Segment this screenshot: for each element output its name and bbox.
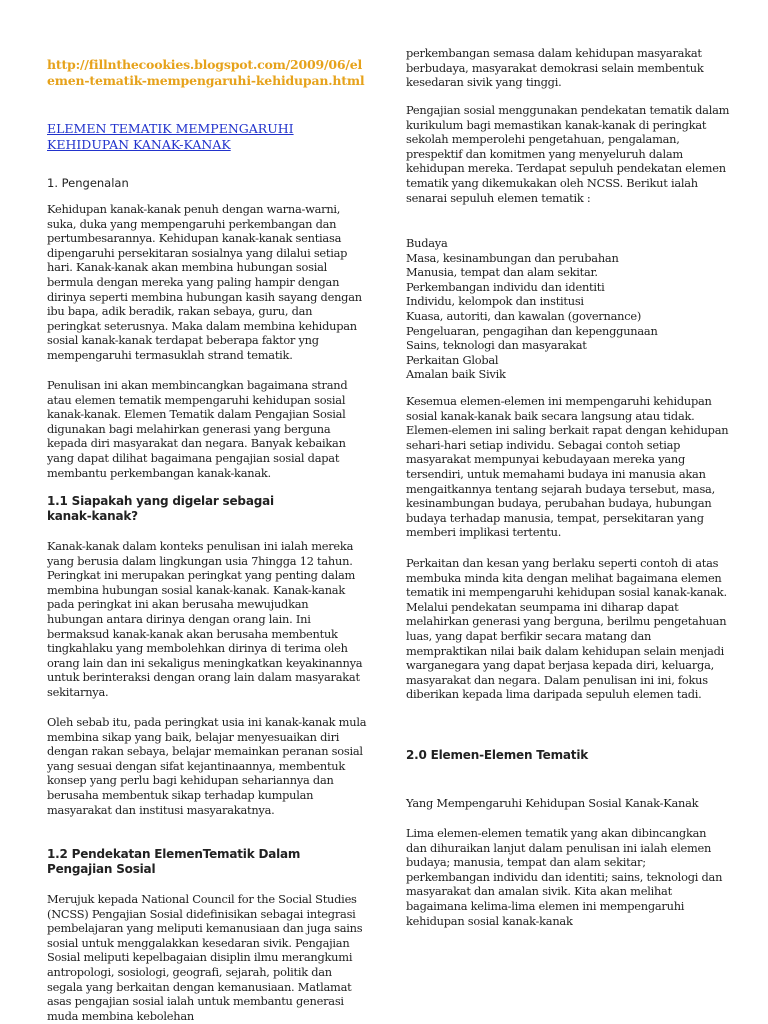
influence-paragraph: Kesemua elemen-elemen ini mempengaruhi kehidupan sosial kanak-kanak baik secara langsung atau tidak. Elemen-elemen ini saling berkait rapat dengan kehidupan sehari-hari setiap individu. Sebagai contoh setiap masyarakat mempunyai kebudayaan mereka yang tersendiri, untuk memahami budaya ini manusia akan mengaitkannya tentang sejarah budaya tersebut, masa, kesinambungan budaya, perubahan budaya, hubungan budaya terhadap manusia, tempat, persekitaran yang memberi implikasi tertentu. [406, 394, 729, 540]
list-item: Pengeluaran, pengagihan dan kepenggunaan [406, 323, 658, 338]
post-title-link[interactable]: ELEMEN TEMATIK MEMPENGARUHI KEHIDUPAN KANAK-KANAK [47, 121, 294, 152]
continued-paragraph: perkembangan semasa dalam kehidupan masyarakat berbudaya, masyarakat demokrasi selain membentuk kesedaran sivik yang tinggi. [406, 46, 704, 90]
list-item: Perkaitan Global [406, 352, 499, 367]
intro-paragraph-2: Penulisan ini akan membincangkan bagaimana strand atau elemen tematik mempengaruhi kehidupan sosial kanak-kanak. Elemen Tematik dalam Pengajian Sosial digunakan bagi melahirkan generasi yang berguna kepada diri masyarakat dan negara. Banyak kebaikan yang dapat dilihat bagaimana pengajian sosial dapat membantu perkembangan kanak-kanak. [47, 378, 348, 480]
relation-paragraph: Perkaitan dan kesan yang berlaku seperti contoh di atas membuka minda kita dengan melihat bagaimana elemen tematik ini mempengaruhi kehidupan sosial kanak-kanak. Melalui pendekatan seumpama ini diharap dapat melahirkan generasi yang berguna, berilmu pengetahuan luas, yang dapat berfikir secara matang dan mempraktikan nilai baik dalam kehidupan selain menjadi warganegara yang dapat berjasa kepada diri, keluarga, masyarakat dan negara. Dalam penulisan ini ini, fokus diberikan kepada lima daripada sepuluh elemen tadi. [406, 556, 727, 702]
paragraph-1-1-a: Kanak-kanak dalam konteks penulisan ini ialah mereka yang berusia dalam lingkungan usia 7hingga 12 tahun. Peringkat ini merupakan peringkat yang penting dalam membina hubungan sosial kanak-kanak. Kanak-kanak pada peringkat ini akan berusaha mewujudkan hubungan antara dirinya dengan orang lain. Ini bermaksud kanak-kanak akan berusaha membentuk tingkahlaku yang membolehkan dirinya di terima oleh orang lain dan ini sekaligus meningkatkan keyakinannya untuk berinteraksi dengan orang lain dalam masyarakat sekitarnya. [47, 539, 363, 699]
list-item: Masa, kesinambungan dan perubahan [406, 250, 619, 265]
heading-2-0: 2.0 Elemen-Elemen Tematik [406, 748, 589, 762]
thematic-elements-list [406, 236, 730, 382]
intro-paragraph-1: Kehidupan kanak-kanak penuh dengan warna-warni, suka, duka yang mempengaruhi perkembangan dan pertumbesarannya. Kehidupan kanak-kanak sentiasa dipengaruhi persekitaran sosialnya yang dilalui setiap hari. Kanak-kanak akan membina hubungan sosial bermula dengan mereka yang paling hampir dengan dirinya seperti membina hubungan kasih sayang dengan ibu bapa, adik beradik, rakan sebaya, guru, dan peringkat seterusnya. Maka dalam membina kehidupan sosial kanak-kanak terdapat beberapa faktor yng mempengaruhi termasuklah strand tematik. [47, 202, 362, 362]
paragraph-1-2: Merujuk kepada National Council for the Social Studies (NCSS) Pengajian Sosial didefinisikan sebagai integrasi pembelajaran yang meliputi kemanusiaan dan juga sains sosial untuk menggalakkan kesedaran sivik. Pengajian Sosial meliputi kepelbagaian disiplin ilmu merangkumi antropologi, sosiologi, geografi, sejarah, politik dan segala yang berkaitan dengan kemanusiaan. Matlamat asas pengajian sosial ialah untuk membantu generasi muda membina kebolehan [47, 892, 363, 1023]
heading-1-2: 1.2 Pendekatan ElemenTematik Dalam Pengajian Sosial [47, 847, 301, 876]
list-item: Amalan baik Sivik [406, 367, 506, 382]
list-item: Manusia, tempat dan alam sekitar. [406, 265, 598, 280]
paragraph-1-1-b: Oleh sebab itu, pada peringkat usia ini kanak-kanak mula membina sikap yang baik, belajar menyesuaikan diri dengan rakan sebaya, belajar memainkan peranan sosial yang sesuai dengan sifat kejantinaannya, membentuk konsep yang perlu bagi kehidupan sehariannya dan berusaha membentuk sikap terhadap kumpulan masyarakat dan institusi masyarakatnya. [47, 715, 367, 817]
heading-1-1: 1.1 Siapakah yang digelar sebagai kanak-kanak? [47, 494, 274, 523]
section-intro-heading: 1. Pengenalan [47, 176, 129, 190]
five-elements-paragraph: Lima elemen-elemen tematik yang akan dibincangkan dan dihuraikan lanjut dalam penulisan ini ialah elemen budaya; manusia, tempat dan alam sekitar; perkembangan individu dan identiti; sains, teknologi dan masyarakat dan amalan sivik. Kita akan melihat bagaimana kelima-lima elemen ini mempengaruhi kehidupan sosial kanak-kanak [406, 826, 723, 928]
approach-paragraph: Pengajian sosial menggunakan pendekatan tematik dalam kurikulum bagi memastikan kanak-kanak di peringkat sekolah memperolehi pengetahuan, pengalaman, prespektif dan komitmen yang menyeluruh dalam kehidupan mereka. Terdapat sepuluh pendekatan elemen tematik yang dikemukakan oleh NCSS. Berikut ialah senarai sepuluh elemen tematik : [406, 103, 730, 205]
list-item: Kuasa, autoriti, dan kawalan (governance) [406, 308, 642, 323]
list-item: Perkembangan individu dan identiti [406, 279, 605, 294]
subheading-2-0: Yang Mempengaruhi Kehidupan Sosial Kanak-Kanak [406, 796, 699, 810]
source-url-link[interactable]: http://fillnthecookies.blogspot.com/2009/06/elemen-tematik-mempengaruhi-kehidupan.html [47, 57, 365, 88]
list-item: Sains, teknologi dan masyarakat [406, 338, 587, 353]
list-item: Individu, kelompok dan institusi [406, 294, 584, 309]
list-item: Budaya [406, 236, 448, 250]
